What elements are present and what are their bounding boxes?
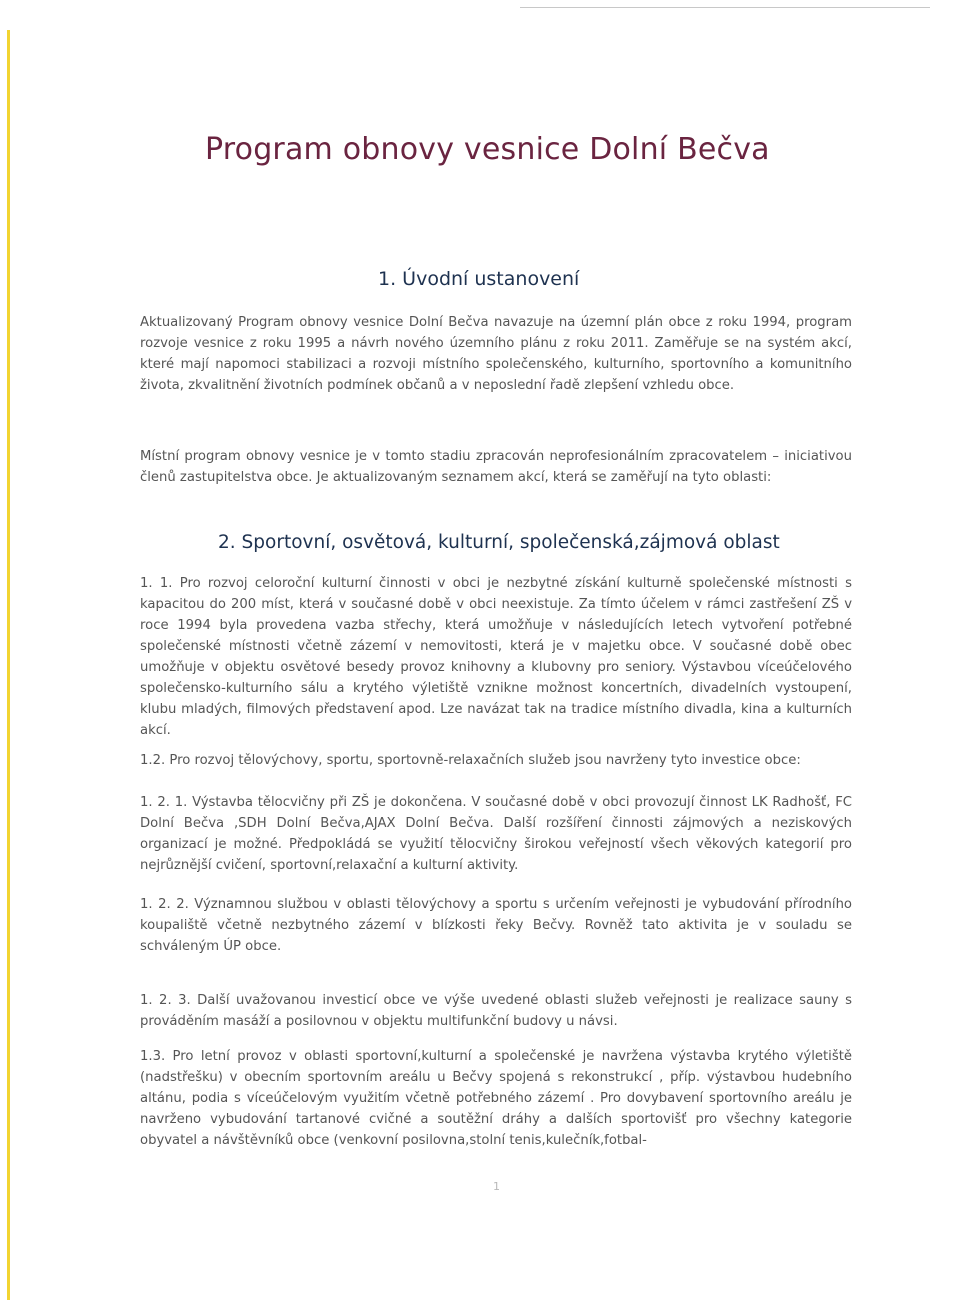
paragraph-1-2: 1.2. Pro rozvoj tělovýchovy, sportu, sportovně-relaxačních služeb jsou navrženy tyto investice obce: [140, 753, 801, 768]
paragraph-1-2-1: 1. 2. 1. Výstavba tělocvičny při ZŠ je dokončena. V současné době v obci provozují činnost LK Radhošť, FC Dolní Bečva ,SDH Dolní Bečva,AJAX Dolní Bečva. Další rozšíření činnosti zájmových a neziskových organizací je možné. Předpokládá se využití tělocvičny širokou veřejností všech věkových kategorií pro nejrůznější cvičení, sportovní,relaxační a kulturní aktivity. [140, 795, 852, 873]
scan-top-line [520, 7, 930, 8]
section-1-paragraph-2: Místní program obnovy vesnice je v tomto stadiu zpracován neprofesionálním zpracovatelem – iniciativou členů zastupitelstva obce. Je aktualizovaným seznamem akcí, která se zaměřují na tyto oblasti: [140, 449, 852, 485]
section-1-paragraph-1: Aktualizovaný Program obnovy vesnice Dolní Bečva navazuje na územní plán obce z roku 1994, program rozvoje vesnice z roku 1995 a návrh nového územního plánu z roku 2011. Zaměřuje se na systém akcí, které mají napomoci stabilizaci a rozvoji místního společenského, kulturního, sportovního a komunitního života, zkvalitnění životních podmínek občanů a v neposlední řadě zlepšení vzhledu obce. [140, 315, 852, 393]
document-title: Program obnovy vesnice Dolní Bečva [205, 132, 770, 167]
paragraph-1-3: 1.3. Pro letní provoz v oblasti sportovní,kulturní a společenské je navržena výstavba krytého výletiště (nadstřešku) v obecním sportovním areálu u Bečvy spojená s rekonstrukcí , příp. výstavbou hudebního altánu, podia s víceúčelovým využitím včetně potřebného zázemí . Pro dovybavení sportovního areálu je navrženo vybudování tartanové cvičné a soutěžní dráhy a dalších sportovišť pro všechny kategorie obyvatel a návštěvníků obce (venkovní posilovna,stolní tenis,kulečník,fotbal- [140, 1049, 852, 1148]
paragraph-1-2-3: 1. 2. 3. Další uvažovanou investicí obce ve výše uvedené oblasti služeb veřejnosti je realizace sauny s prováděním masáží a posilovnou v objektu multifunkční budovy u návsi. [140, 993, 852, 1029]
section-2-heading: 2. Sportovní, osvětová, kulturní, společenská,zájmová oblast [218, 532, 780, 553]
section-1-heading: 1. Úvodní ustanovení [378, 268, 580, 290]
paragraph-1-1: 1. 1. Pro rozvoj celoroční kulturní činnosti v obci je nezbytné získání kulturně společenské místnosti s kapacitou do 200 míst, která v současné době v obci neexistuje. Za tímto účelem v rámci zastřešení ZŠ v roce 1994 byla provedena vazba střechy, která umožňuje v následujících letech vytvoření potřebné společenské místnosti včetně zázemí v nemovitosti, která je v majetku obce. V současné době obec umožňuje v objektu osvětové besedy provoz knihovny a klubovny pro seniory. Výstavbou víceúčelového společensko-kulturního sálu a krytého výletiště vznikne možnost koncertních, divadelních vystoupení, klubu mladých, filmových představení apod. Lze navázat tak na tradice místního divadla, kina a kulturních akcí. [140, 576, 852, 738]
paragraph-1-2-2: 1. 2. 2. Významnou službou v oblasti tělovýchovy a sportu s určením veřejnosti je vybudování přírodního koupaliště včetně nezbytného zázemí v blízkosti řeky Bečvy. Rovněž tato aktivita je v souladu se schváleným ÚP obce. [140, 897, 852, 954]
page-number: 1 [493, 1180, 500, 1193]
scan-edge-line [7, 30, 10, 1300]
